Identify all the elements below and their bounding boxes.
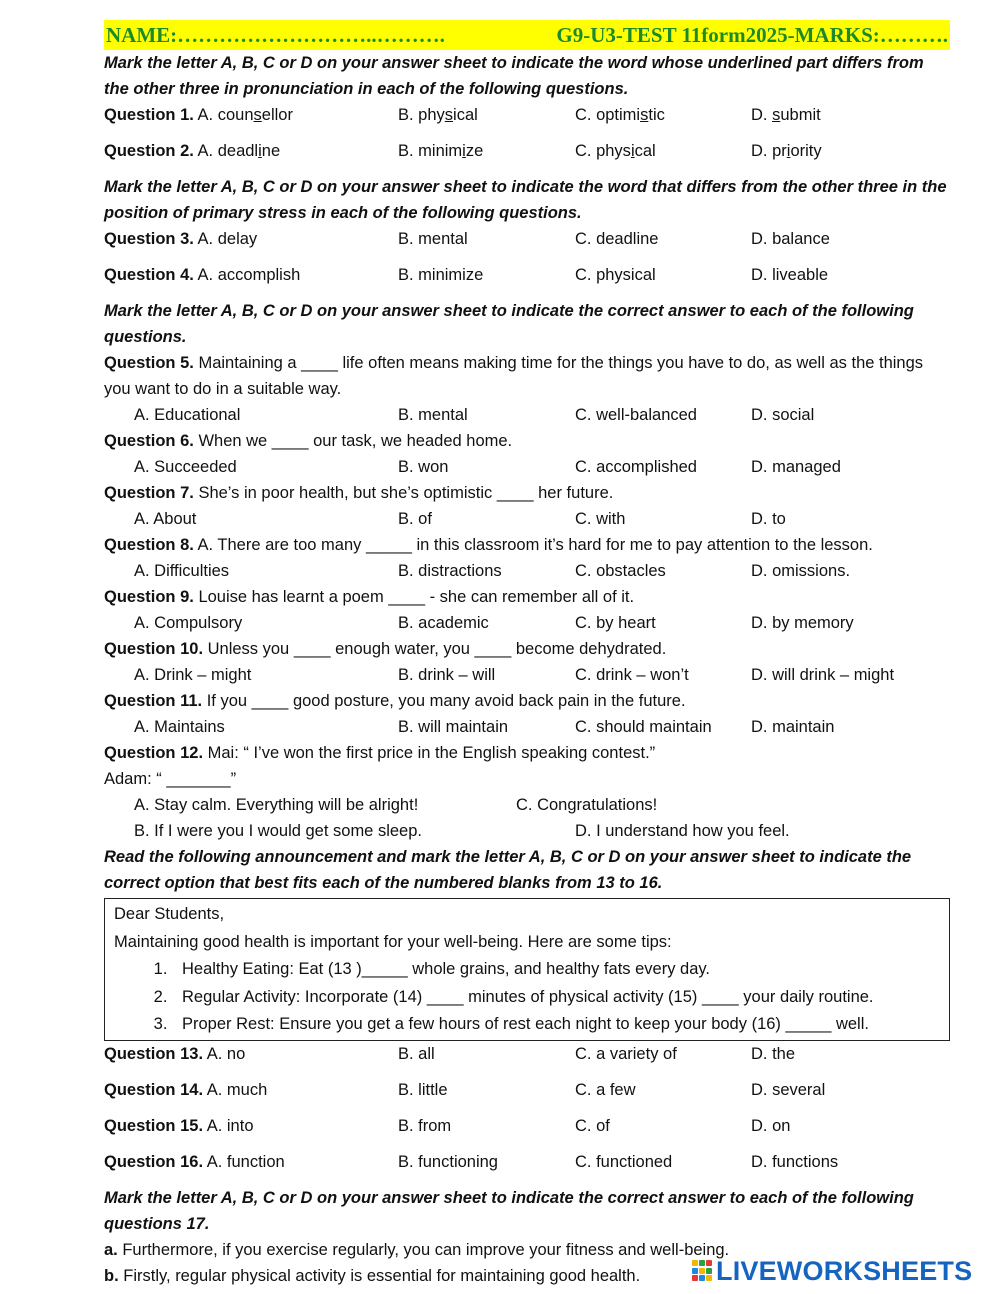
- question-10-options: [104, 662, 950, 688]
- underlined-part: i: [786, 142, 791, 160]
- question-16: [104, 1149, 950, 1185]
- option-b[interactable]: B. phy: [398, 106, 445, 124]
- question-label: Question 14.: [104, 1080, 204, 1099]
- question-text: She’s in poor health, but she’s optimistic ____ her future.: [193, 484, 614, 502]
- option-b[interactable]: B. little: [398, 1080, 448, 1099]
- option-b[interactable]: B. mental: [398, 230, 468, 248]
- question-5-options: [104, 402, 950, 428]
- option-b[interactable]: B. drink – will: [398, 666, 496, 684]
- option-c[interactable]: C. deadline: [575, 230, 659, 248]
- question-12-adam: Adam: “ _______”: [104, 770, 237, 788]
- option-a[interactable]: A. Compulsory: [134, 614, 243, 632]
- sentence-text: Firstly, regular physical activity is essential for maintaining good health.: [118, 1266, 641, 1285]
- announcement-intro: Maintaining good health is important for your well-being. Here are some tips:: [114, 932, 672, 951]
- liveworksheets-logo: [692, 1256, 972, 1286]
- option-d[interactable]: D. maintain: [751, 718, 835, 736]
- underlined-part: s: [253, 106, 262, 124]
- question-8-stem: [104, 532, 950, 558]
- question-label: Question 13.: [104, 1044, 204, 1063]
- name-field-label: NAME:………………………..……….: [106, 23, 445, 47]
- option-b[interactable]: B. from: [398, 1116, 452, 1135]
- question-7-stem: [104, 480, 950, 506]
- option-c[interactable]: C. drink – won’t: [575, 666, 689, 684]
- option-d[interactable]: D. will drink – might: [751, 666, 895, 684]
- question-11-stem: [104, 688, 950, 714]
- underlined-part: i: [462, 142, 466, 160]
- option-d-rest: ubmit: [780, 106, 821, 124]
- question-label: Question 11.: [104, 692, 203, 710]
- option-d[interactable]: D. managed: [751, 458, 841, 476]
- option-a[interactable]: A. accomplish: [197, 266, 301, 284]
- option-d[interactable]: D. I understand how you feel.: [575, 822, 790, 840]
- option-a[interactable]: A. Difficulties: [134, 562, 230, 580]
- tip-item: 1. Healthy Eating: Eat (13 )_____ whole grains, and healthy fats every day.: [172, 956, 940, 984]
- announcement-greeting: Dear Students,: [114, 905, 225, 923]
- option-c[interactable]: C. well-balanced: [575, 406, 697, 424]
- option-d[interactable]: D. omissions.: [751, 562, 851, 580]
- question-9-options: [104, 610, 950, 636]
- option-c[interactable]: C. Congratulations!: [516, 796, 658, 814]
- question-label: Question 5.: [104, 354, 194, 372]
- option-c[interactable]: C. optimi: [575, 106, 641, 124]
- option-b[interactable]: B. will maintain: [398, 718, 509, 736]
- underlined-part: i: [630, 142, 635, 160]
- question-label: Question 10.: [104, 640, 204, 658]
- question-1: [104, 102, 950, 138]
- option-b[interactable]: B. won: [398, 458, 449, 476]
- underlined-part: s: [772, 106, 781, 124]
- option-a[interactable]: A. Maintains: [134, 718, 225, 736]
- option-d[interactable]: D. balance: [751, 230, 830, 248]
- question-text: A. There are too many _____ in this classroom it’s hard for me to pay attention to the lesson.: [193, 536, 873, 554]
- option-d[interactable]: D. on: [751, 1116, 791, 1135]
- question-5-stem: [104, 350, 950, 402]
- tip-item: 2. Regular Activity: Incorporate (14) ____ minutes of physical activity (15) ____ your daily routine.: [172, 984, 940, 1012]
- question-label: Question 12.: [104, 744, 204, 762]
- option-c[interactable]: C. of: [575, 1116, 610, 1135]
- option-a[interactable]: A. deadl: [197, 142, 259, 160]
- tips-list: [114, 956, 940, 1039]
- option-d[interactable]: D. by memory: [751, 614, 854, 632]
- option-a[interactable]: A. Educational: [134, 406, 241, 424]
- sentence-text: Furthermore, if you exercise regularly, you can improve your fitness and well-being.: [117, 1240, 730, 1259]
- option-a[interactable]: A. delay: [197, 230, 258, 248]
- question-label: Question 16.: [104, 1152, 204, 1171]
- option-c[interactable]: C. physical: [575, 266, 656, 284]
- question-7-options: [104, 506, 950, 532]
- option-c[interactable]: C. phys: [575, 142, 631, 160]
- question-label: Question 1.: [104, 106, 194, 124]
- option-a[interactable]: A. Stay calm. Everything will be alright!: [134, 796, 419, 814]
- option-c[interactable]: C. obstacles: [575, 562, 666, 580]
- option-b[interactable]: B. minimize: [398, 266, 484, 284]
- question-9-stem: [104, 584, 950, 610]
- option-b[interactable]: B. functioning: [398, 1152, 498, 1171]
- question-4: [104, 262, 950, 298]
- option-b[interactable]: B. distractions: [398, 562, 502, 580]
- option-a[interactable]: A. no: [206, 1044, 246, 1063]
- option-a[interactable]: A. into: [206, 1116, 254, 1135]
- question-label: Question 2.: [104, 142, 194, 160]
- option-c[interactable]: C. should maintain: [575, 718, 712, 736]
- option-d[interactable]: D. several: [751, 1080, 826, 1099]
- question-text: Unless you ____ enough water, you ____ become dehydrated.: [203, 640, 667, 658]
- question-text: Louise has learnt a poem ____ - she can remember all of it.: [193, 588, 635, 606]
- option-b[interactable]: B. minim: [398, 142, 463, 160]
- question-label: Question 8.: [104, 536, 194, 554]
- tip-item: 3. Proper Rest: Ensure you get a few hours of rest each night to keep your body (16) _____ well.: [172, 1011, 940, 1039]
- option-d-rest: ority: [790, 142, 822, 160]
- question-10-stem: [104, 636, 950, 662]
- option-d[interactable]: D. social: [751, 406, 815, 424]
- question-text: Mai: “ I’ve won the first price in the English speaking contest.”: [203, 744, 656, 762]
- question-14: [104, 1077, 950, 1113]
- option-a[interactable]: A. Succeeded: [134, 458, 237, 476]
- question-text: If you ____ good posture, you many avoid back pain in the future.: [202, 692, 686, 710]
- option-a[interactable]: A. much: [206, 1080, 268, 1099]
- option-b[interactable]: B. mental: [398, 406, 468, 424]
- option-c-rest: cal: [634, 142, 656, 160]
- option-c[interactable]: C. by heart: [575, 614, 656, 632]
- question-12-options-row2: [104, 818, 950, 844]
- question-11-options: [104, 714, 950, 740]
- option-a-rest: ellor: [261, 106, 293, 124]
- sentence-label: a.: [104, 1240, 118, 1259]
- question-8-options: [104, 558, 950, 584]
- question-15: [104, 1113, 950, 1149]
- option-c-rest: tic: [648, 106, 665, 124]
- option-a[interactable]: A. function: [206, 1152, 285, 1171]
- option-b[interactable]: B. all: [398, 1044, 435, 1063]
- option-c[interactable]: C. a few: [575, 1080, 636, 1099]
- option-b-rest: ical: [453, 106, 478, 124]
- question-13: [104, 1041, 950, 1077]
- option-b[interactable]: B. If I were you I would get some sleep.: [134, 822, 422, 840]
- question-3: [104, 226, 950, 262]
- question-12-options-row1: [104, 792, 950, 818]
- option-d[interactable]: D. to: [751, 510, 786, 528]
- option-d[interactable]: D. functions: [751, 1152, 839, 1171]
- option-c[interactable]: C. accomplished: [575, 458, 697, 476]
- question-label: Question 7.: [104, 484, 194, 502]
- question-label: Question 4.: [104, 266, 194, 284]
- option-c[interactable]: C. a variety of: [575, 1044, 677, 1063]
- test-title: G9-U3-TEST 11form2025-MARKS:……….: [556, 23, 948, 47]
- sentence-label: b.: [104, 1266, 119, 1285]
- option-d[interactable]: D. liveable: [751, 266, 829, 284]
- underlined-part: i: [258, 142, 262, 160]
- question-label: Question 15.: [104, 1116, 204, 1135]
- option-d[interactable]: D. pr: [751, 142, 787, 160]
- question-2: [104, 138, 950, 174]
- question-12-stem: [104, 740, 950, 766]
- option-c[interactable]: C. with: [575, 510, 626, 528]
- liveworksheets-logo-icon: [692, 1260, 712, 1282]
- option-a[interactable]: A. About: [134, 510, 197, 528]
- option-d[interactable]: D. the: [751, 1044, 796, 1063]
- instruction-correct-answer: Mark the letter A, B, C or D on your answer sheet to indicate the correct answer to each of the following questions.: [104, 302, 914, 346]
- option-a[interactable]: A. Drink – might: [134, 666, 252, 684]
- question-text: When we ____ our task, we headed home.: [193, 432, 513, 450]
- option-a[interactable]: A. coun: [197, 106, 254, 124]
- option-a-rest: ne: [261, 142, 281, 160]
- question-6-stem: [104, 428, 950, 454]
- option-b-rest: ze: [465, 142, 484, 160]
- question-6-options: [104, 454, 950, 480]
- worksheet-page: [104, 20, 950, 1289]
- question-label: Question 6.: [104, 432, 194, 450]
- question-text: Maintaining a ____ life often means making time for the things you have to do, as well as the things you want to do in a suitable way.: [104, 354, 924, 398]
- option-d[interactable]: D.: [751, 106, 773, 124]
- underlined-part: s: [640, 106, 649, 124]
- worksheet-header: [104, 20, 950, 50]
- option-b[interactable]: B. of: [398, 510, 432, 528]
- option-c[interactable]: C. functioned: [575, 1152, 673, 1171]
- underlined-part: s: [444, 106, 454, 124]
- logo-text: LIVEWORKSHEETS: [716, 1255, 973, 1286]
- instruction-stress: Mark the letter A, B, C or D on your answer sheet to indicate the word that differs from the other three in the position of primary stress in each of the following questions.: [104, 178, 947, 222]
- announcement-box: [104, 898, 950, 1041]
- instruction-announcement: Read the following announcement and mark the letter A, B, C or D on your answer sheet to indicate the correct option that best fits each of the numbered blanks from 13 to 16.: [104, 848, 912, 892]
- instruction-pronunciation: Mark the letter A, B, C or D on your answer sheet to indicate the word whose underlined part differs from the other three in pronunciation in each of the following questions.: [104, 54, 924, 98]
- instruction-question-17: Mark the letter A, B, C or D on your answer sheet to indicate the correct answer to each of the following questions 17.: [104, 1188, 914, 1233]
- option-b[interactable]: B. academic: [398, 614, 489, 632]
- question-label: Question 9.: [104, 588, 194, 606]
- question-label: Question 3.: [104, 230, 194, 248]
